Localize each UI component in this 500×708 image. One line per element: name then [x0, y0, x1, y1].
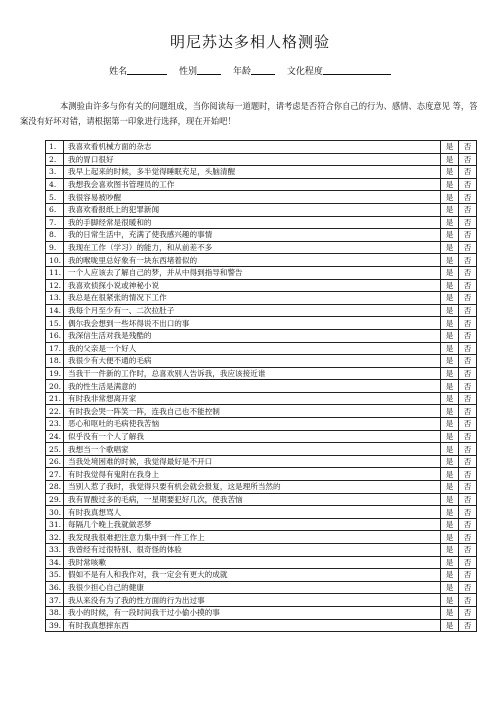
question-text: 当我干一件新的工作时，总喜欢别人告诉我，我应该接近谁 [64, 367, 441, 380]
question-text: 我发现我很难把注意力集中到一件工作上 [64, 531, 441, 544]
answer-no-option[interactable]: 否 [459, 455, 477, 468]
answer-yes-option[interactable]: 是 [441, 141, 459, 154]
answer-no-option[interactable]: 否 [459, 141, 477, 154]
answer-yes-option[interactable]: 是 [441, 229, 459, 242]
answer-yes-option[interactable]: 是 [441, 481, 459, 494]
question-row [46, 443, 477, 456]
question-row [46, 506, 477, 519]
answer-no-option[interactable]: 否 [459, 342, 477, 355]
question-row [46, 481, 477, 494]
question-text: 我很少有大便不通的毛病 [64, 355, 441, 368]
gender-field[interactable] [197, 65, 221, 75]
question-text: 一个人应该去了解自己的梦，并从中得到指导和警告 [64, 266, 441, 279]
question-text: 我的性生活是满意的 [64, 380, 441, 393]
answer-yes-option[interactable]: 是 [441, 254, 459, 267]
answer-no-option[interactable]: 否 [459, 493, 477, 506]
question-text: 我深信生活对我是残酷的 [64, 329, 441, 342]
answer-yes-option[interactable]: 是 [441, 468, 459, 481]
answer-no-option[interactable]: 否 [459, 581, 477, 594]
answer-yes-option[interactable]: 是 [441, 178, 459, 191]
question-row [46, 304, 477, 317]
question-row [46, 556, 477, 569]
question-text: 假如不是有人和我作对，我一定会有更大的成就 [64, 569, 441, 582]
question-text: 我很少担心自己的健康 [64, 581, 441, 594]
answer-yes-option[interactable]: 是 [441, 241, 459, 254]
answer-no-option[interactable]: 否 [459, 544, 477, 557]
education-label: 文化程度 [286, 67, 323, 77]
question-number: 21. [46, 392, 64, 405]
answer-no-option[interactable]: 否 [459, 317, 477, 330]
answer-no-option[interactable]: 否 [459, 619, 477, 632]
answer-yes-option[interactable]: 是 [441, 531, 459, 544]
answer-no-option[interactable]: 否 [459, 191, 477, 204]
answer-yes-option[interactable]: 是 [441, 594, 459, 607]
question-number: 10. [46, 254, 64, 267]
question-row [46, 279, 477, 292]
question-row [46, 329, 477, 342]
question-text: 我的手脚经常是很暖和的 [64, 216, 441, 229]
answer-no-option[interactable]: 否 [459, 355, 477, 368]
question-text: 当我处境困难的时候，我觉得最好是不开口 [64, 455, 441, 468]
answer-no-option[interactable]: 否 [459, 279, 477, 292]
answer-no-option[interactable]: 否 [459, 380, 477, 393]
question-text: 我从来没有为了我的性方面的行为出过事 [64, 594, 441, 607]
answer-no-option[interactable]: 否 [459, 569, 477, 582]
gender-label: 性别 [179, 67, 198, 77]
answer-no-option[interactable]: 否 [459, 405, 477, 418]
question-row [46, 405, 477, 418]
answer-yes-option[interactable]: 是 [441, 392, 459, 405]
answer-yes-option[interactable]: 是 [441, 581, 459, 594]
answer-yes-option[interactable]: 是 [441, 342, 459, 355]
answer-yes-option[interactable]: 是 [441, 619, 459, 632]
question-number: 33. [46, 544, 64, 557]
question-table [45, 140, 477, 632]
question-text: 有时我真想摔东西 [64, 619, 441, 632]
question-row [46, 392, 477, 405]
question-row [46, 594, 477, 607]
question-number: 29. [46, 493, 64, 506]
question-row [46, 619, 477, 632]
question-number: 7. [46, 216, 64, 229]
question-row [46, 544, 477, 557]
answer-yes-option[interactable]: 是 [441, 191, 459, 204]
question-row [46, 342, 477, 355]
question-number: 18. [46, 355, 64, 368]
answer-no-option[interactable]: 否 [459, 481, 477, 494]
question-text: 我想我会喜欢图书管理员的工作 [64, 178, 441, 191]
question-row [46, 292, 477, 305]
question-text: 有时我真想骂人 [64, 506, 441, 519]
question-number: 3. [46, 166, 64, 179]
answer-no-option[interactable]: 否 [459, 178, 477, 191]
answer-yes-option[interactable]: 是 [441, 443, 459, 456]
question-row [46, 455, 477, 468]
question-text: 当别人惹了我时，我觉得只要有机会就会报复，这是理所当然的 [64, 481, 441, 494]
answer-yes-option[interactable]: 是 [441, 556, 459, 569]
question-number: 5. [46, 191, 64, 204]
answer-yes-option[interactable]: 是 [441, 506, 459, 519]
answer-no-option[interactable]: 否 [459, 153, 477, 166]
question-text: 我的胃口很好 [64, 153, 441, 166]
answer-no-option[interactable]: 否 [459, 594, 477, 607]
question-number: 27. [46, 468, 64, 481]
question-row [46, 430, 477, 443]
question-number: 30. [46, 506, 64, 519]
answer-no-option[interactable]: 否 [459, 229, 477, 242]
name-label: 姓名 [109, 67, 128, 77]
question-text: 我的日常生活中，充满了使我感兴趣的事情 [64, 229, 441, 242]
answer-yes-option[interactable]: 是 [441, 418, 459, 431]
answer-yes-option[interactable]: 是 [441, 569, 459, 582]
answer-no-option[interactable]: 否 [459, 203, 477, 216]
question-number: 35. [46, 569, 64, 582]
answer-yes-option[interactable]: 是 [441, 606, 459, 619]
age-label: 年龄 [232, 67, 251, 77]
question-number: 2. [46, 153, 64, 166]
answer-no-option[interactable]: 否 [459, 304, 477, 317]
question-row [46, 581, 477, 594]
question-row [46, 418, 477, 431]
answer-yes-option[interactable]: 是 [441, 380, 459, 393]
answer-no-option[interactable]: 否 [459, 216, 477, 229]
answer-no-option[interactable]: 否 [459, 468, 477, 481]
question-text: 我想当一个歌唱家 [64, 443, 441, 456]
question-number: 13. [46, 292, 64, 305]
question-row [46, 203, 477, 216]
answer-yes-option[interactable]: 是 [441, 544, 459, 557]
question-row [46, 266, 477, 279]
answer-yes-option[interactable]: 是 [441, 292, 459, 305]
answer-no-option[interactable]: 否 [459, 606, 477, 619]
question-row [46, 178, 477, 191]
age-field[interactable] [251, 65, 275, 75]
name-field[interactable] [127, 65, 167, 75]
question-number: 26. [46, 455, 64, 468]
question-row [46, 493, 477, 506]
question-text: 我每个月至少有一、二次拉肚子 [64, 304, 441, 317]
question-number: 23. [46, 418, 64, 431]
answer-yes-option[interactable]: 是 [441, 518, 459, 531]
question-row [46, 606, 477, 619]
answer-yes-option[interactable]: 是 [441, 329, 459, 342]
answer-no-option[interactable]: 否 [459, 418, 477, 431]
question-row [46, 216, 477, 229]
question-number: 38. [46, 606, 64, 619]
question-text: 我时常咳嗽 [64, 556, 441, 569]
question-number: 17. [46, 342, 64, 355]
question-row [46, 355, 477, 368]
question-row [46, 141, 477, 154]
question-text: 我总是在很紧张的情况下工作 [64, 292, 441, 305]
answer-yes-option[interactable]: 是 [441, 405, 459, 418]
question-text: 我的喉咙里总好象有一块东西堵着似的 [64, 254, 441, 267]
question-text: 我很容易被吵醒 [64, 191, 441, 204]
answer-no-option[interactable]: 否 [459, 266, 477, 279]
question-number: 4. [46, 178, 64, 191]
question-number: 32. [46, 531, 64, 544]
question-text: 我喜欢侦探小说或神秘小说 [64, 279, 441, 292]
answer-no-option[interactable]: 否 [459, 329, 477, 342]
answer-yes-option[interactable]: 是 [441, 304, 459, 317]
education-field[interactable] [323, 65, 391, 75]
answer-yes-option[interactable]: 是 [441, 367, 459, 380]
question-row [46, 254, 477, 267]
question-text: 我小的时候，有一段时间我干过小偷小摸的事 [64, 606, 441, 619]
answer-no-option[interactable]: 否 [459, 531, 477, 544]
answer-no-option[interactable]: 否 [459, 367, 477, 380]
question-number: 36. [46, 581, 64, 594]
answer-no-option[interactable]: 否 [459, 241, 477, 254]
answer-no-option[interactable]: 否 [459, 443, 477, 456]
question-number: 28. [46, 481, 64, 494]
answer-no-option[interactable]: 否 [459, 506, 477, 519]
question-number: 22. [46, 405, 64, 418]
question-text: 恶心和呕吐的毛病使我苦恼 [64, 418, 441, 431]
question-number: 25. [46, 443, 64, 456]
answer-yes-option[interactable]: 是 [441, 279, 459, 292]
answer-yes-option[interactable]: 是 [441, 355, 459, 368]
question-number: 37. [46, 594, 64, 607]
instructions-paragraph: 本测验由许多与你有关的问题组成，当你阅读每一道题时，请考虑是否符合你自己的行为、感情、态度意见 等，答案没有好坏对错，请根据第一印象进行选择，现在开始吧！ [20, 101, 478, 126]
answer-no-option[interactable]: 否 [459, 518, 477, 531]
answer-yes-option[interactable]: 是 [441, 153, 459, 166]
question-row [46, 518, 477, 531]
question-row [46, 317, 477, 330]
answer-no-option[interactable]: 否 [459, 392, 477, 405]
question-row [46, 241, 477, 254]
question-row [46, 367, 477, 380]
answer-no-option[interactable]: 否 [459, 254, 477, 267]
answer-yes-option[interactable]: 是 [441, 493, 459, 506]
answer-no-option[interactable]: 否 [459, 292, 477, 305]
answer-yes-option[interactable]: 是 [441, 203, 459, 216]
question-row [46, 166, 477, 179]
question-number: 20. [46, 380, 64, 393]
question-number: 16. [46, 329, 64, 342]
question-text: 有时我非常想离开家 [64, 392, 441, 405]
question-text: 偶尔我会想到一些坏得说不出口的事 [64, 317, 441, 330]
respondent-info-line [0, 64, 500, 77]
question-text: 我早上起来的时候，多半觉得睡眠充足，头脑清醒 [64, 166, 441, 179]
question-number: 15. [46, 317, 64, 330]
page-title: 明尼苏达多相人格测验 [169, 33, 330, 51]
answer-yes-option[interactable]: 是 [441, 266, 459, 279]
question-row [46, 468, 477, 481]
question-number: 6. [46, 203, 64, 216]
question-text: 我现在工作（学习）的能力，和从前差不多 [64, 241, 441, 254]
question-text: 我曾经有过很特别、很奇怪的体验 [64, 544, 441, 557]
question-number: 19. [46, 367, 64, 380]
question-text: 我有胃酸过多的毛病，一星期要犯好几次，使我苦恼 [64, 493, 441, 506]
question-text: 有时我会哭一阵笑一阵，连我自己也不能控制 [64, 405, 441, 418]
answer-yes-option[interactable]: 是 [441, 430, 459, 443]
question-row [46, 531, 477, 544]
question-row [46, 153, 477, 166]
question-number: 39. [46, 619, 64, 632]
question-number: 8. [46, 229, 64, 242]
answer-no-option[interactable]: 否 [459, 430, 477, 443]
question-number: 12. [46, 279, 64, 292]
answer-yes-option[interactable]: 是 [441, 317, 459, 330]
question-text: 我的父亲是一个好人 [64, 342, 441, 355]
question-row [46, 569, 477, 582]
question-text: 似乎没有一个人了解我 [64, 430, 441, 443]
question-number: 34. [46, 556, 64, 569]
answer-yes-option[interactable]: 是 [441, 166, 459, 179]
question-number: 1. [46, 141, 64, 154]
question-row [46, 380, 477, 393]
question-text: 有时我觉得有鬼附在我身上 [64, 468, 441, 481]
answer-no-option[interactable]: 否 [459, 556, 477, 569]
question-number: 11. [46, 266, 64, 279]
question-text: 每隔几个晚上我就做恶梦 [64, 518, 441, 531]
question-text: 我喜欢看机械方面的杂志 [64, 141, 441, 154]
question-number: 9. [46, 241, 64, 254]
question-number: 31. [46, 518, 64, 531]
question-row [46, 191, 477, 204]
question-row [46, 229, 477, 242]
question-number: 24. [46, 430, 64, 443]
question-number: 14. [46, 304, 64, 317]
answer-yes-option[interactable]: 是 [441, 455, 459, 468]
answer-yes-option[interactable]: 是 [441, 216, 459, 229]
question-text: 我喜欢看报纸上的犯罪新闻 [64, 203, 441, 216]
answer-no-option[interactable]: 否 [459, 166, 477, 179]
